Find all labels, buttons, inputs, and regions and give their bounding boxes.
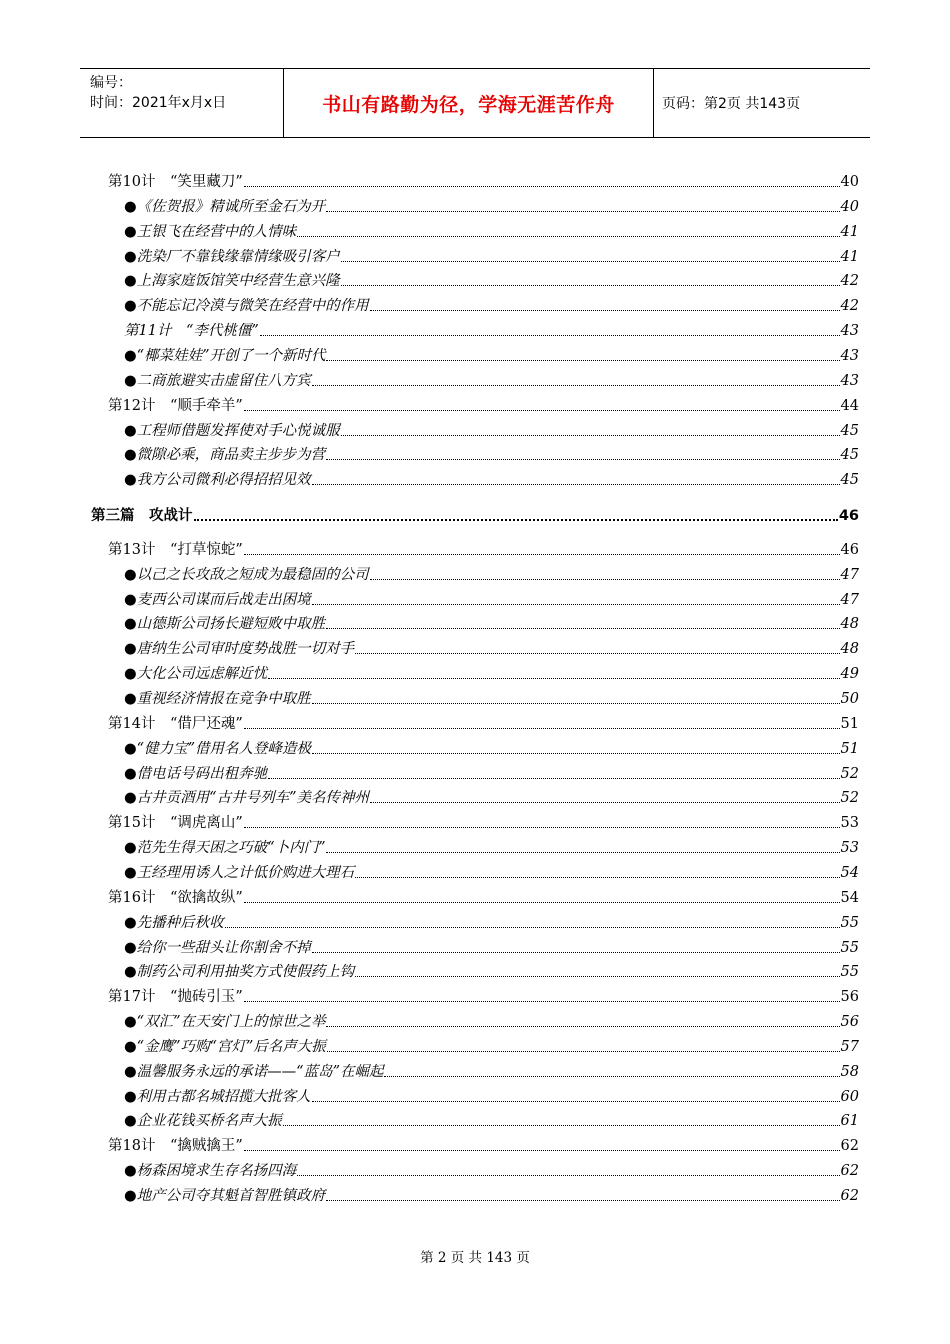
toc-entry-chapter[interactable]	[108, 1132, 859, 1156]
toc-entry-title: 第14计 “借尸还魂”	[108, 715, 243, 732]
toc-entry-subitem[interactable]	[124, 367, 859, 391]
toc-leader-dots	[244, 1150, 840, 1151]
toc-entry-subitem[interactable]	[124, 784, 859, 808]
header-motto: 书山有路勤为径，学海无涯苦作舟	[284, 69, 654, 137]
toc-page-number: 51	[840, 740, 859, 757]
toc-entry-subitem[interactable]	[124, 610, 859, 634]
toc-entry-title: ●山德斯公司扬长避短败中取胜	[124, 616, 326, 633]
toc-entry-subitem[interactable]	[124, 417, 859, 441]
toc-entry-title: ●范先生得天困之巧破“卜内门”	[124, 840, 326, 857]
toc-leader-dots	[355, 877, 839, 878]
toc-leader-dots	[326, 1200, 839, 1201]
toc-entry-title: ●王经理用诱人之计低价购进大理石	[124, 864, 355, 881]
toc-page-number: 54	[840, 864, 859, 881]
toc-page-number: 55	[840, 964, 859, 981]
toc-entry-subitem[interactable]	[124, 1008, 859, 1032]
toc-page-number: 55	[840, 914, 859, 931]
toc-page-number: 41	[840, 248, 859, 265]
toc-leader-dots	[312, 703, 840, 704]
toc-leader-dots	[244, 410, 840, 411]
toc-entry-title: ●以己之长攻敌之短成为最稳固的公司	[124, 566, 369, 583]
toc-entry-title: 第10计 “笑里藏刀”	[108, 174, 243, 190]
toc-page-number: 43	[840, 372, 859, 389]
toc-entry-title: ●大化公司远虑解近忧	[124, 666, 268, 683]
toc-entry-subitem[interactable]	[124, 1058, 859, 1082]
toc-entry-title: ●王银飞在经营中的人情味	[124, 223, 297, 240]
toc-leader-dots	[370, 310, 840, 311]
toc-leader-dots	[268, 778, 839, 779]
toc-entry-subitem[interactable]	[124, 292, 859, 316]
toc-page-number: 47	[840, 566, 859, 583]
toc-entry-title: 第12计 “顺手牵羊”	[108, 397, 243, 414]
toc-leader-dots	[244, 902, 840, 903]
toc-page-number: 54	[840, 889, 859, 906]
toc-page-number: 51	[840, 715, 859, 732]
toc-entry-chapter[interactable]	[124, 317, 859, 341]
toc-entry-subitem[interactable]	[124, 586, 859, 610]
toc-entry-title: ●温馨服务永远的承诺——“蓝岛”在崛起	[124, 1063, 384, 1080]
toc-entry-title: ●利用古都名城招揽大批客人	[124, 1088, 311, 1105]
toc-entry-chapter[interactable]	[108, 983, 859, 1007]
toc-leader-dots	[384, 1076, 839, 1077]
toc-leader-dots	[326, 628, 839, 629]
header-meta	[80, 69, 284, 137]
toc-entry-subitem[interactable]	[124, 1157, 859, 1181]
toc-entry-subitem[interactable]	[124, 735, 859, 759]
toc-entry-title: 第17计 “抛砖引玉”	[108, 989, 243, 1006]
toc-entry-title: ●“金鹰”巧购“宫灯”后名声大振	[124, 1038, 326, 1055]
toc-page-number: 56	[840, 1014, 859, 1031]
toc-entry-title: ●借电话号码出租奔驰	[124, 765, 268, 782]
toc-leader-dots	[326, 360, 839, 361]
toc-entry-subitem[interactable]	[124, 834, 859, 858]
toc-page-number: 58	[840, 1063, 859, 1080]
toc-page-number: 43	[840, 347, 859, 364]
toc-entry-subitem[interactable]	[124, 1033, 859, 1057]
toc-entry-title: ●麦西公司谋而后战走出困境	[124, 591, 311, 608]
toc-entry-title: ●杨森困境求生存名扬四海	[124, 1163, 297, 1180]
toc-leader-dots	[244, 728, 840, 729]
toc-entry-title: 第11计 “李代桃僵”	[124, 323, 259, 340]
toc-page-number: 56	[840, 989, 859, 1006]
toc-leader-dots	[312, 484, 840, 485]
toc-page-number: 42	[840, 273, 859, 290]
toc-entry-subitem[interactable]	[124, 685, 859, 709]
toc-page-number: 40	[840, 198, 859, 215]
toc-entry-subitem[interactable]	[124, 466, 859, 490]
toc-entry-subitem[interactable]	[124, 1083, 859, 1107]
toc-entry-title: 第15计 “调虎离山”	[108, 815, 243, 832]
toc-entry-subitem[interactable]	[124, 909, 859, 933]
toc-leader-dots	[260, 335, 840, 336]
page-header	[80, 68, 870, 138]
toc-page-number: 52	[840, 790, 859, 807]
toc-entry-chapter[interactable]	[108, 884, 859, 908]
toc-page-number: 48	[840, 616, 859, 633]
toc-leader-dots	[326, 459, 839, 460]
toc-leader-dots	[297, 236, 839, 237]
document-number-label: 编号：	[90, 75, 132, 91]
toc-entry-subitem[interactable]	[124, 243, 859, 267]
header-page-info: 页码：第2页 共143页	[662, 96, 801, 112]
toc-entry-title: ●我方公司微利必得招招见效	[124, 472, 311, 489]
toc-leader-dots	[326, 852, 839, 853]
toc-leader-dots	[297, 1175, 839, 1176]
toc-entry-subitem[interactable]	[124, 218, 859, 242]
toc-leader-dots	[312, 385, 840, 386]
toc-entry-title: 第13计 “打草惊蛇”	[108, 541, 243, 558]
toc-leader-dots	[326, 211, 839, 212]
toc-entry-subitem[interactable]	[124, 342, 859, 366]
toc-entry-title: ●不能忘记冷漠与微笑在经营中的作用	[124, 298, 369, 315]
toc-page-number: 40	[840, 174, 859, 190]
toc-entry-chapter[interactable]	[108, 809, 859, 833]
toc-page-number: 53	[840, 815, 859, 832]
toc-leader-dots	[312, 753, 840, 754]
toc-entry-title: ●《佐贺报》精诚所至金石为开	[124, 198, 326, 215]
toc-page-number: 48	[840, 641, 859, 658]
toc-page-number: 45	[840, 472, 859, 489]
toc-page-number: 45	[840, 422, 859, 439]
toc-page-number: 44	[840, 397, 859, 414]
toc-entry-title: 第16计 “欲擒故纵”	[108, 889, 243, 906]
toc-page-number: 62	[840, 1138, 859, 1155]
toc-page-number: 45	[840, 447, 859, 464]
toc-page-number: 41	[840, 223, 859, 240]
toc-leader-dots	[341, 435, 840, 436]
toc-entry-subitem[interactable]	[124, 660, 859, 684]
toc-page-number: 42	[840, 298, 859, 315]
toc-entry-chapter[interactable]	[108, 168, 859, 192]
toc-page-number: 55	[840, 939, 859, 956]
toc-page-number: 47	[840, 591, 859, 608]
toc-entry-title: ●洗染厂不靠钱缘靠情缘吸引客户	[124, 248, 340, 265]
toc-leader-dots	[341, 285, 840, 286]
toc-entry-chapter[interactable]	[108, 710, 859, 734]
document-date: 时间：2021年x月x日	[90, 95, 227, 111]
toc-leader-dots	[312, 1101, 840, 1102]
toc-leader-dots	[326, 1026, 839, 1027]
toc-entry-subitem[interactable]	[124, 561, 859, 585]
toc-entry-title: ●“椰菜娃娃”开创了一个新时代	[124, 347, 326, 364]
toc-entry-subitem[interactable]	[124, 1182, 859, 1206]
toc-entry-chapter[interactable]	[108, 392, 859, 416]
toc-entry-title: ●“健力宝”借用名人登峰造极	[124, 740, 311, 757]
toc-page-number: 60	[840, 1088, 859, 1105]
toc-page-number: 50	[840, 691, 859, 707]
toc-page-number: 52	[840, 765, 859, 782]
toc-entry-subitem[interactable]	[124, 193, 859, 217]
toc-page-number: 53	[840, 840, 859, 857]
toc-page-number: 46	[840, 541, 859, 558]
toc-entry-subitem[interactable]	[124, 441, 859, 465]
toc-page-number: 46	[838, 508, 859, 525]
toc-page-number: 62	[840, 1188, 859, 1204]
toc-page-number: 62	[840, 1163, 859, 1180]
toc-entry-chapter[interactable]	[108, 536, 859, 560]
toc-page-number: 57	[840, 1038, 859, 1055]
toc-leader-dots	[244, 1001, 840, 1002]
toc-entry-title: ●重视经济情报在竞争中取胜	[124, 691, 311, 707]
toc-entry-subitem[interactable]	[124, 859, 859, 883]
toc-entry-part[interactable]	[91, 502, 859, 526]
toc-leader-dots	[327, 1051, 840, 1052]
toc-entry-title: ●“双汇”在天安门上的惊世之举	[124, 1014, 326, 1031]
toc-entry-title: ●古井贡酒用“古井号列车”美名传神州	[124, 790, 369, 807]
toc-leader-dots	[283, 1125, 840, 1126]
toc-entry-subitem[interactable]	[124, 1107, 859, 1131]
toc-leader-dots	[355, 976, 839, 977]
toc-entry-title: ●工程师借题发挥使对手心悦诚服	[124, 422, 340, 439]
toc-entry-title: ●微隙必乘，商品卖主步步为营	[124, 447, 326, 464]
toc-leader-dots	[244, 554, 840, 555]
toc-page-number: 49	[840, 666, 859, 683]
toc-entry-subitem[interactable]	[124, 958, 859, 982]
toc-entry-subitem[interactable]	[124, 635, 859, 659]
toc-leader-dots	[370, 579, 840, 580]
toc-leader-dots	[268, 678, 839, 679]
toc-leader-dots	[355, 653, 839, 654]
toc-leader-dots	[370, 802, 840, 803]
toc-page-number: 61	[840, 1113, 859, 1130]
toc-entry-title: ●先播种后秋收	[124, 914, 224, 931]
toc-entry-subitem[interactable]	[124, 267, 859, 291]
toc-entry-title: ●上海家庭饭馆笑中经营生意兴隆	[124, 273, 340, 290]
toc-entry-title: 第三篇 攻战计	[91, 508, 193, 525]
toc-page-number: 43	[840, 323, 859, 340]
toc-leader-dots	[341, 261, 840, 262]
page-footer: 第 2 页 共 143 页	[420, 1250, 530, 1266]
toc-leader-dots	[312, 604, 840, 605]
toc-entry-title: ●二商旅避实击虚留住八方宾	[124, 372, 311, 389]
toc-leader-dots	[244, 186, 840, 187]
toc-leader-dots	[244, 827, 840, 828]
toc-entry-subitem[interactable]	[124, 934, 859, 958]
toc-entry-subitem[interactable]	[124, 760, 859, 784]
toc-entry-title: ●地产公司夺其魁首智胜镇政府	[124, 1188, 326, 1204]
toc-entry-title: 第18计 “擒贼擒王”	[108, 1138, 243, 1155]
toc-entry-title: ●给你一些甜头让你割舍不掉	[124, 939, 311, 956]
toc-leader-dots	[194, 519, 838, 521]
toc-entry-title: ●制药公司利用抽奖方式使假药上钩	[124, 964, 355, 981]
toc-leader-dots	[225, 927, 840, 928]
toc-entry-title: ●唐纳生公司审时度势战胜一切对手	[124, 641, 355, 658]
toc-entry-title: ●企业花钱买桥名声大振	[124, 1113, 282, 1130]
toc-leader-dots	[312, 952, 840, 953]
